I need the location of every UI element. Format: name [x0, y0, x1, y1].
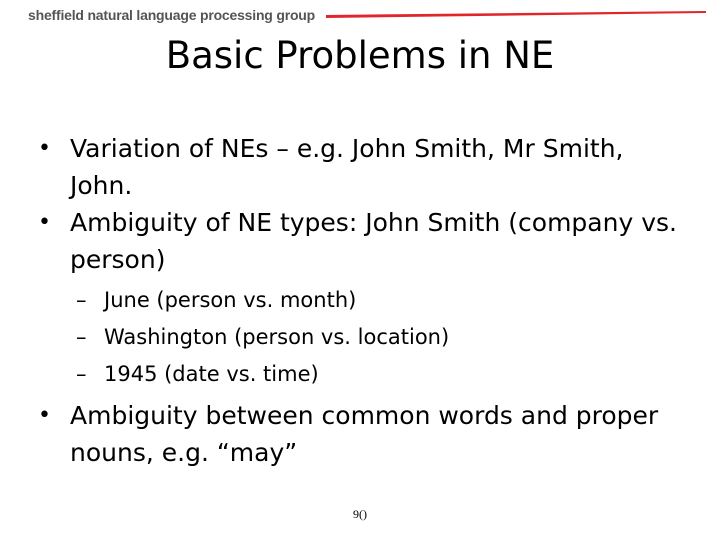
- sub-bullet-item: [0, 319, 720, 356]
- sub-bullet-text: Washington (person vs. location): [104, 325, 450, 349]
- bullet-marker: •: [38, 210, 51, 235]
- bullet-list: [0, 130, 720, 471]
- header-accent-line: [326, 10, 706, 18]
- sub-bullet-marker: –: [76, 288, 87, 312]
- brand-wordmark: sheffield natural language processing group: [28, 7, 315, 23]
- sub-bullet-item: [0, 356, 720, 393]
- bullet-item: [0, 204, 720, 278]
- bullet-item: [0, 397, 720, 471]
- bullet-text: Variation of NEs – e.g. John Smith, Mr Smith, John.: [70, 134, 624, 200]
- bullet-item: [0, 130, 720, 204]
- sub-bullet-item: [0, 282, 720, 319]
- bullet-text: Ambiguity of NE types: John Smith (company vs. person): [70, 208, 677, 274]
- sub-bullet-text: 1945 (date vs. time): [104, 362, 319, 386]
- bullet-text: Ambiguity between common words and proper nouns, e.g. “may”: [70, 401, 659, 467]
- bullet-marker: •: [38, 403, 51, 428]
- sub-bullet-marker: –: [76, 325, 87, 349]
- page-number: 9(): [353, 507, 367, 521]
- slide-title: Basic Problems in NE: [165, 34, 555, 77]
- sub-bullet-marker: –: [76, 362, 87, 386]
- sub-bullet-text: June (person vs. month): [104, 288, 357, 312]
- bullet-marker: •: [38, 136, 51, 161]
